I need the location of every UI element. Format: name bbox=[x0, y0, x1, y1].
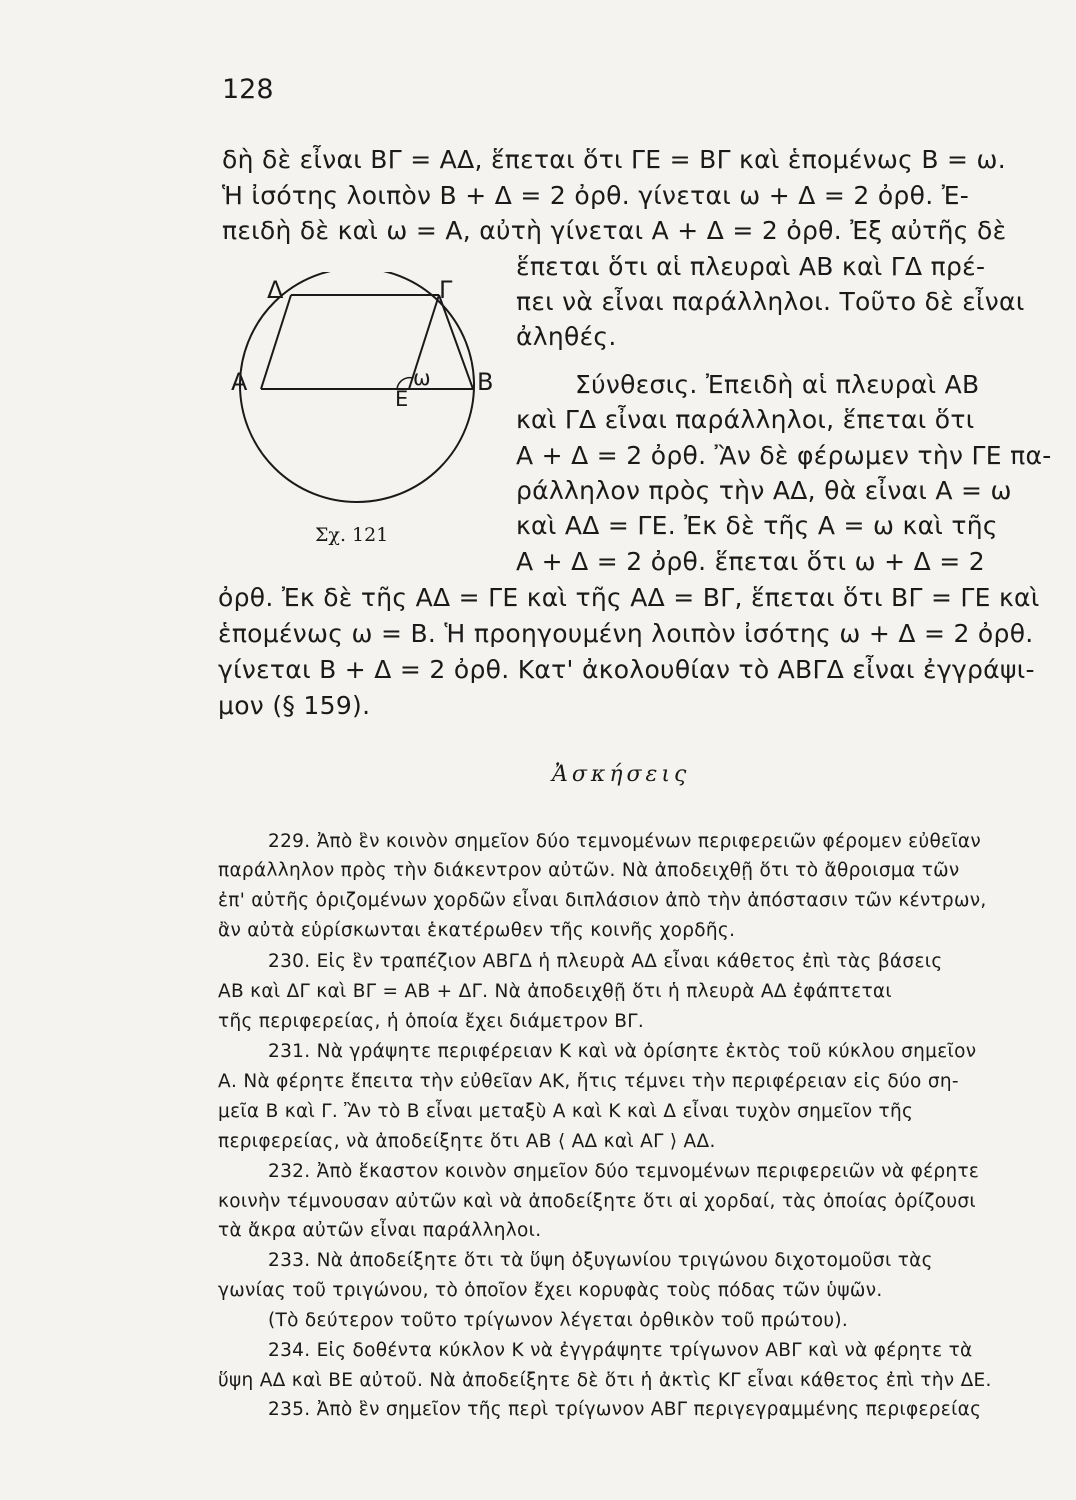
exercise-line: 233. Νὰ ἀποδείξητε ὅτι τὰ ὕψη ὀξυγωνίου τριγώνου διχοτομοῦσι τὰς bbox=[268, 1250, 933, 1271]
proof-line: ἕπεται ὅτι αἱ πλευραὶ ΑΒ καὶ ΓΔ πρέ- bbox=[516, 252, 986, 281]
circle bbox=[240, 272, 474, 502]
exercise-line: Α. Νὰ φέρητε ἔπειτα τὴν εὐθεῖαν ΑΚ, ἥτις τέμνει τὴν περιφέρειαν εἰς δύο ση- bbox=[218, 1071, 959, 1092]
label-a: Α bbox=[231, 368, 248, 396]
page-number: 128 bbox=[222, 74, 274, 105]
label-b: Β bbox=[477, 368, 494, 396]
exercise-line: 229. Ἀπὸ ἓν κοινὸν σημεῖον δύο τεμνομένων περιφερειῶν φέρομεν εὐθεῖαν bbox=[268, 831, 982, 852]
label-d: Δ bbox=[267, 276, 284, 304]
figure-caption: Σχ. 121 bbox=[315, 524, 389, 546]
proof-line: Α + Δ = 2 ὀρθ. ἕπεται ὅτι ω + Δ = 2 bbox=[516, 547, 985, 576]
proof-line: Ἡ ἰσότης λοιπὸν Β + Δ = 2 ὀρθ. γίνεται ω + Δ = 2 ὀρθ. Ἐ- bbox=[222, 181, 970, 210]
exercise-line: 232. Ἀπὸ ἕκαστον κοινὸν σημεῖον δύο τεμνομένων περιφερειῶν νὰ φέρητε bbox=[268, 1161, 980, 1182]
proof-line: μον (§ 159). bbox=[218, 691, 371, 720]
exercise-line: ἐπ' αὐτῆς ὁριζομένων χορδῶν εἶναι διπλάσιον ἀπὸ τὴν ἀπόστασιν τῶν κέντρων, bbox=[218, 890, 987, 911]
exercises-heading: Ἀσκήσεις bbox=[552, 762, 691, 787]
exercise-line: τὰ ἄκρα αὐτῶν εἶναι παράλληλοι. bbox=[218, 1220, 542, 1241]
exercise-line: μεῖα Β καὶ Γ. Ἂν τὸ Β εἶναι μεταξὺ Α καὶ Κ καὶ Δ εἶναι τυχὸν σημεῖον τῆς bbox=[218, 1101, 914, 1122]
exercise-line: παράλληλον πρὸς τὴν διάκεντρον αὐτῶν. Νὰ ἀποδειχθῇ ὅτι τὸ ἄθροισμα τῶν bbox=[218, 860, 960, 881]
exercise-line: γωνίας τοῦ τριγώνου, τὸ ὁποῖον ἔχει κορυφὰς τοὺς πόδας τῶν ὑψῶν. bbox=[218, 1280, 883, 1301]
proof-line: Σύνθεσις. Ἐπειδὴ αἱ πλευραὶ ΑΒ bbox=[575, 370, 980, 399]
label-omega: ω bbox=[413, 366, 431, 390]
proof-line: ὀρθ. Ἐκ δὲ τῆς ΑΔ = ΓΕ καὶ τῆς ΑΔ = ΒΓ, ἕπεται ὅτι ΒΓ = ΓΕ καὶ bbox=[218, 583, 1040, 612]
exercise-line: 234. Εἰς δοθέντα κύκλον Κ νὰ ἐγγράψητε τρίγωνον ΑΒΓ καὶ νὰ φέρητε τὰ bbox=[268, 1340, 973, 1361]
exercise-line: 235. Ἀπὸ ἓν σημεῖον τῆς περὶ τρίγωνον ΑΒΓ περιγεγραμμένης περιφερείας bbox=[268, 1399, 982, 1420]
proof-line: πειδὴ δὲ καὶ ω = Α, αὐτὴ γίνεται Α + Δ = 2 ὀρθ. Ἐξ αὐτῆς δὲ bbox=[222, 216, 1007, 245]
label-e: Ε bbox=[395, 387, 409, 411]
figure-121 bbox=[225, 272, 515, 552]
proof-line: δὴ δὲ εἶναι ΒΓ = ΑΔ, ἕπεται ὅτι ΓΕ = ΒΓ καὶ ἑπομένως Β = ω. bbox=[222, 145, 1007, 174]
proof-line: ράλληλον πρὸς τὴν ΑΔ, θὰ εἶναι Α = ω bbox=[516, 476, 1012, 505]
proof-line: καὶ ΓΔ εἶναι παράλληλοι, ἕπεται ὅτι bbox=[516, 405, 975, 434]
exercise-line: ὕψη ΑΔ καὶ ΒΕ αὐτοῦ. Νὰ ἀποδείξητε δὲ ὅτι ἡ ἀκτὶς ΚΓ εἶναι κάθετος ἐπὶ τὴν ΔΕ. bbox=[218, 1370, 992, 1391]
exercise-line: τῆς περιφερείας, ἡ ὁποία ἔχει διάμετρον ΒΓ. bbox=[218, 1011, 645, 1032]
proof-line: καὶ ΑΔ = ΓΕ. Ἐκ δὲ τῆς Α = ω καὶ τῆς bbox=[516, 511, 998, 540]
exercise-line: ἂν αὐτὰ εὑρίσκωνται ἑκατέρωθεν τῆς κοινῆς χορδῆς. bbox=[218, 920, 736, 941]
exercise-line: 230. Εἰς ἓν τραπέζιον ΑΒΓΔ ἡ πλευρὰ ΑΔ εἶναι κάθετος ἐπὶ τὰς βάσεις bbox=[268, 951, 943, 972]
figure-diagram bbox=[225, 272, 515, 552]
exercise-line: ΑΒ καὶ ΔΓ καὶ ΒΓ = ΑΒ + ΔΓ. Νὰ ἀποδειχθῇ ὅτι ἡ πλευρὰ ΑΔ ἐφάπτεται bbox=[218, 981, 892, 1002]
exercise-line: περιφερείας, νὰ ἀποδείξητε ὅτι ΑΒ ⟨ ΑΔ καὶ ΑΓ ⟩ ΑΔ. bbox=[218, 1131, 716, 1152]
label-g: Γ bbox=[439, 276, 453, 304]
proof-line: γίνεται Β + Δ = 2 ὀρθ. Κατ' ἀκολουθίαν τὸ ΑΒΓΔ εἶναι ἐγγράψι- bbox=[218, 655, 1035, 684]
proof-line: πει νὰ εἶναι παράλληλοι. Τοῦτο δὲ εἶναι bbox=[516, 287, 1025, 316]
side-bg bbox=[439, 295, 473, 389]
proof-line: ἑπομένως ω = Β. Ἡ προηγουμένη λοιπὸν ἰσότης ω + Δ = 2 ὀρθ. bbox=[218, 619, 1034, 648]
exercise-line: (Τὸ δεύτερον τοῦτο τρίγωνον λέγεται ὀρθικὸν τοῦ πρώτου). bbox=[268, 1310, 849, 1331]
side-ad bbox=[261, 295, 291, 389]
exercise-line: κοινὴν τέμνουσαν αὐτῶν καὶ νὰ ἀποδείξητε ὅτι αἱ χορδαί, τὰς ὁποίας ὁρίζουσι bbox=[218, 1191, 976, 1212]
exercise-line: 231. Νὰ γράψητε περιφέρειαν Κ καὶ νὰ ὁρίσητε ἐκτὸς τοῦ κύκλου σημεῖον bbox=[268, 1041, 977, 1062]
proof-line: ἀληθές. bbox=[516, 322, 617, 351]
proof-line: Α + Δ = 2 ὀρθ. Ἂν δὲ φέρωμεν τὴν ΓΕ πα- bbox=[516, 441, 1052, 470]
